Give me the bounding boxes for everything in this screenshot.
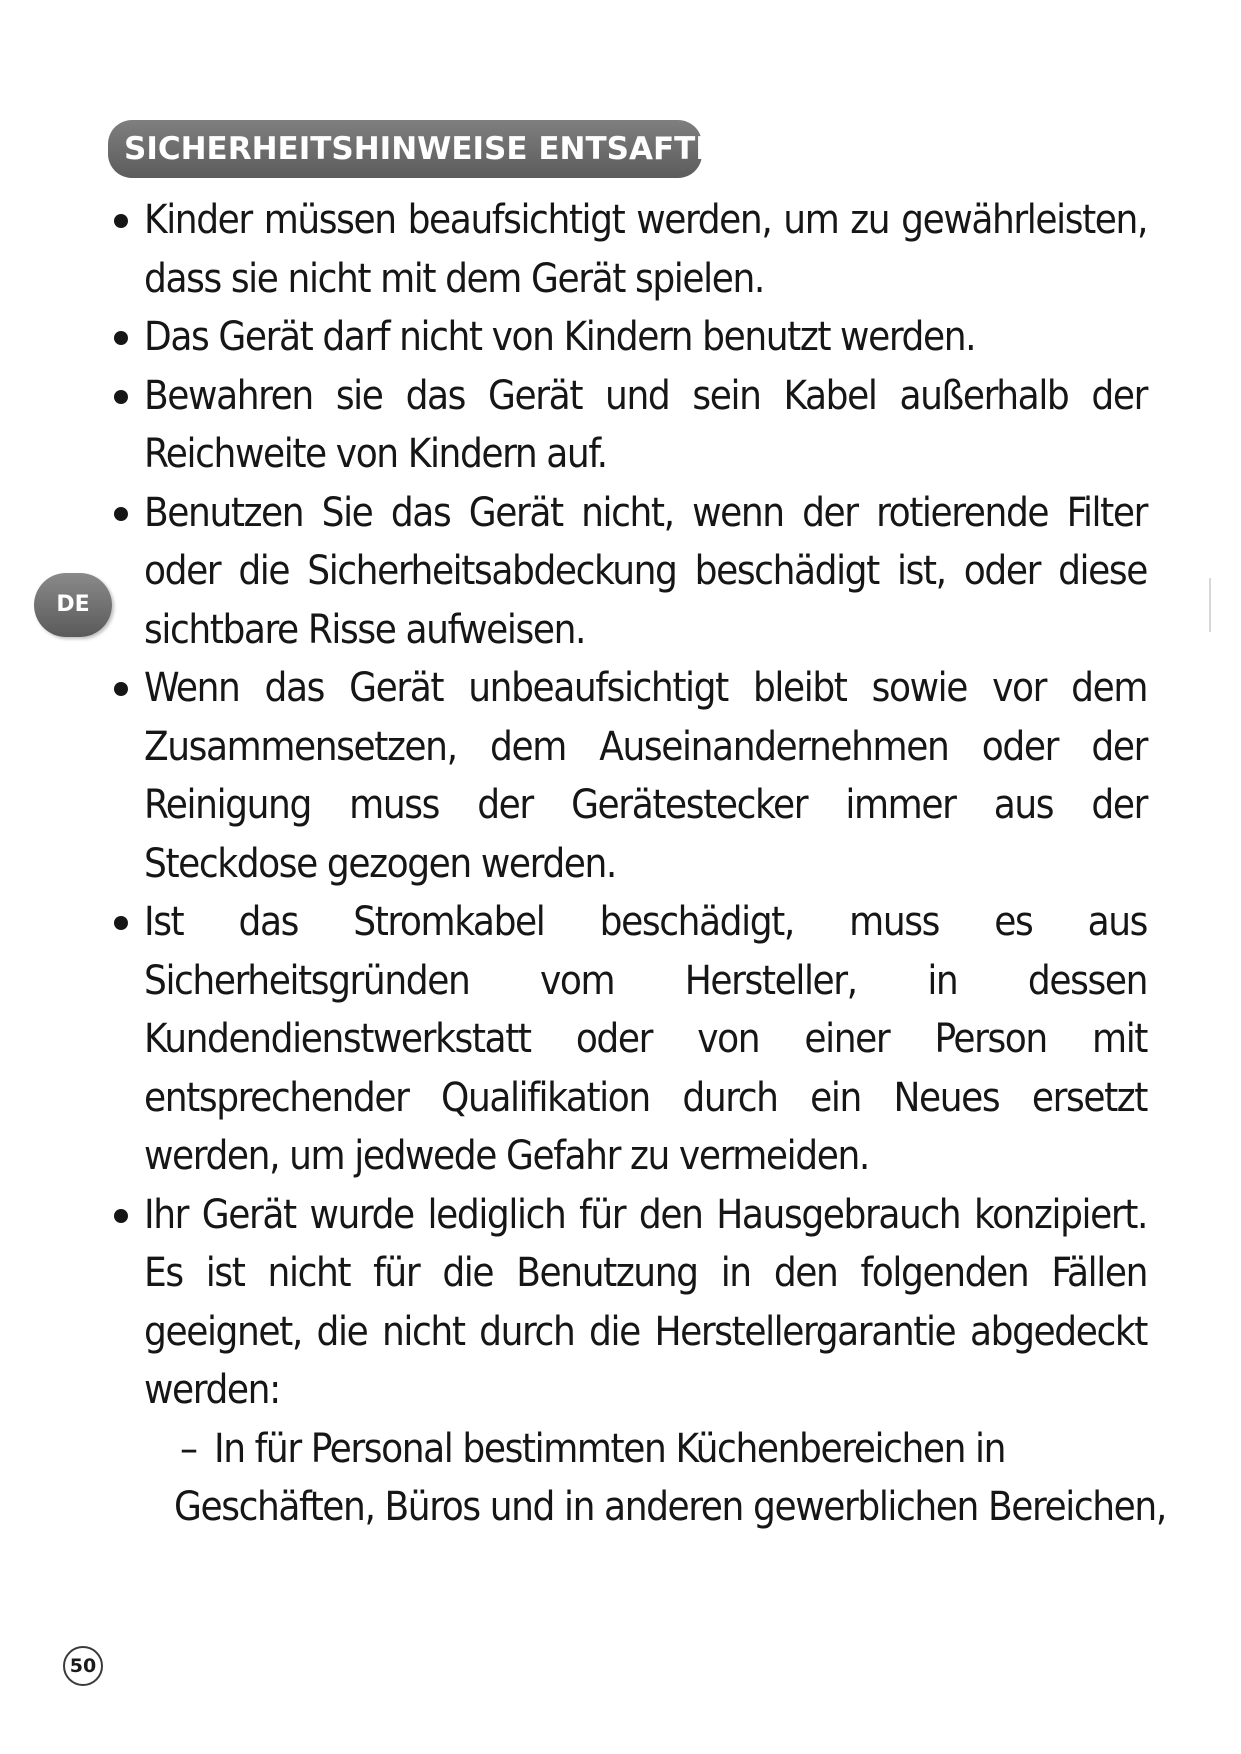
list-item: [110, 191, 1147, 308]
list-item: [110, 367, 1147, 484]
list-item: [110, 893, 1147, 1186]
safety-instructions-list: [110, 191, 1166, 1537]
list-item-text: Ist das Stromkabel beschädigt, muss es aus Sicherheitsgründen vom Hersteller, in dessen Kundendienstwerkstatt oder von einer Person mit entsprechender Qualifikation durch ein Neues ersetzt werden, um jedwede Gefahr zu vermeiden.: [144, 899, 1147, 1179]
section-heading: SICHERHEITSHINWEISE ENTSAFTER: [108, 120, 702, 178]
list-item: [110, 308, 1147, 367]
margin-mark: [1209, 578, 1211, 632]
list-item-text: Wenn das Gerät unbeaufsichtigt bleibt sowie vor dem Zusammensetzen, dem Auseinandernehmen oder der Reinigung muss der Gerätestecker immer aus der Steckdose gezogen werden.: [144, 665, 1147, 887]
list-item: [110, 659, 1147, 893]
list-item-text: Das Gerät darf nicht von Kindern benutzt werden.: [144, 314, 976, 360]
language-tab: DE: [34, 573, 112, 637]
list-item-text: Bewahren sie das Gerät und sein Kabel außerhalb der Reichweite von Kindern auf.: [144, 372, 1147, 477]
list-item: [110, 484, 1147, 660]
page-number: 50: [63, 1646, 103, 1686]
dash-icon: –: [180, 1425, 197, 1472]
list-item-text: Ihr Gerät wurde lediglich für den Hausgebrauch konzipiert. Es ist nicht für die Benutzung in den folgenden Fällen geeignet, die nicht durch die Herstellergarantie abgedeckt werden:: [144, 1191, 1147, 1413]
list-item-text: Benutzen Sie das Gerät nicht, wenn der rotierende Filter oder die Sicherheitsabdeckung beschädigt ist, oder diese sichtbare Risse aufweisen.: [144, 489, 1147, 653]
sub-list-item-text: In für Personal bestimmten Küchenbereichen in Geschäften, Büros und in anderen gewerblichen Bereichen,: [174, 1425, 1166, 1530]
list-item-text: Kinder müssen beaufsichtigt werden, um zu gewährleisten, dass sie nicht mit dem Gerät spielen.: [144, 197, 1147, 302]
sub-list-item: [110, 1420, 1197, 1537]
list-item: [110, 1186, 1147, 1420]
